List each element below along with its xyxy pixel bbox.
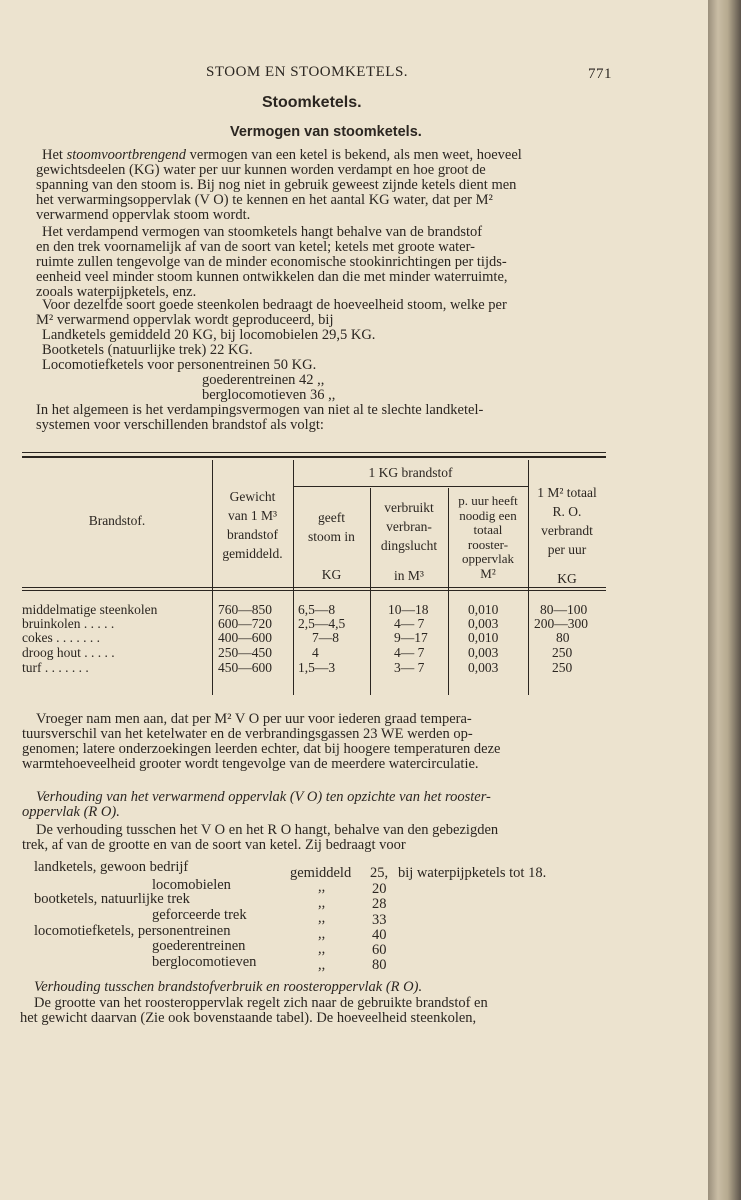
col-brandstof: Brandstof. xyxy=(88,513,146,528)
table-row-name: middelmatige steenkolen xyxy=(22,602,158,617)
head-text: M² xyxy=(480,565,496,581)
after-line: tuursverschil van het ketelwater en de verbrandingsgassen 23 WE werden op- xyxy=(22,726,473,742)
cell-totaal: 250 xyxy=(552,660,573,675)
head-text: 1 M² totaal xyxy=(537,485,597,500)
p3-line: Bootketels (natuurlijke trek) 22 KG. xyxy=(42,342,253,358)
ratio-label: bootketels, natuurlijke trek xyxy=(34,891,190,907)
col-totaal xyxy=(528,483,606,559)
ratio-label: berglocomotieven xyxy=(152,954,257,970)
cell-geeft: 6,5—8 xyxy=(298,602,336,617)
p1-line-2: gewichtsdeelen (KG) water per uur kunnen worden verdampt en hoe groot de xyxy=(36,162,486,178)
ratio-val: 80 xyxy=(372,957,387,973)
p4-line: systemen voor verschillenden brandstof als volgt: xyxy=(36,417,324,433)
table-row-name: turf . . . . . . . xyxy=(22,660,89,675)
cell-geeft: 2,5—4,5 xyxy=(298,616,346,631)
section2-title-line: Verhouding van het verwarmend oppervlak (V O) ten opzichte van het rooster- xyxy=(36,789,491,805)
p2-line: ruimte zullen tengevolge van de minder economische stookinrichtingen per tijds- xyxy=(36,254,507,270)
head-text: gemiddeld. xyxy=(222,546,283,561)
head-text: oppervlak xyxy=(462,551,514,566)
section2-line: De verhouding tusschen het V O en het R O hangt, behalve van den gebezigden xyxy=(36,822,499,838)
section3-line: De grootte van het roosteroppervlak regelt zich naar de gebruikte brandstof en xyxy=(34,995,488,1011)
head-text: rooster- xyxy=(467,536,509,552)
cell-totaal: 80—100 xyxy=(540,602,588,617)
p2-line: zooals waterpijpketels, enz. xyxy=(36,284,197,300)
head-text: geeft xyxy=(318,510,345,525)
table-row-name: bruinkolen . . . . . xyxy=(22,616,115,631)
cell-geeft: 4 xyxy=(312,645,319,660)
col-gewicht xyxy=(212,487,293,563)
ratio-label: goederentreinen xyxy=(152,938,246,954)
cell-gewicht: 250—450 xyxy=(218,645,272,660)
head-text: verbran- xyxy=(386,519,432,534)
group-header: 1 KG brandstof xyxy=(368,465,453,480)
p3-line: berglocomotieven 36 ,, xyxy=(202,387,336,403)
running-title: STOOM EN STOOMKETELS. xyxy=(206,64,409,80)
after-line: Vroeger nam men aan, dat per M² V O per uur voor iederen graad tempera- xyxy=(36,711,472,727)
cell-totaal: 80 xyxy=(556,630,570,645)
table-rule-head xyxy=(22,587,606,588)
head-text: brandstof xyxy=(227,527,278,542)
p1-italic-term: stoomvoortbrengend xyxy=(66,147,187,163)
paragraph-4 xyxy=(36,403,483,433)
cell-verbruikt: 4— 7 xyxy=(394,645,425,660)
sub-heading: Vermogen van stoomketels. xyxy=(230,124,422,140)
col-totaal-unit: KG xyxy=(557,571,577,586)
ratio-mid: ,, xyxy=(318,910,326,926)
section3-title: Verhouding tusschen brandstofverbruik en roosteroppervlak (R O). xyxy=(34,979,423,995)
section2-text xyxy=(22,823,498,853)
p3-line: Voor dezelfde soort goede steenkolen bedraagt de hoeveelheid stoom, welke per xyxy=(42,297,507,313)
p3-line: M² verwarmend oppervlak wordt geproduceerd, bij xyxy=(36,312,334,328)
paragraph-3 xyxy=(36,298,507,403)
after-line: genomen; latere onderzoekingen leerden echter, dat bij hoogere temperaturen deze xyxy=(22,741,501,757)
ratio-mid: ,, xyxy=(318,879,326,895)
paragraph-2 xyxy=(36,225,508,300)
section2-line: trek, af van de grootte en van de soort van ketel. Zij bedraagt voor xyxy=(22,837,406,853)
section3-text xyxy=(20,996,488,1026)
ratio-mid: ,, xyxy=(318,941,326,957)
head-text: stoom in xyxy=(308,529,355,544)
p4-line: In het algemeen is het verdampingsvermogen van niet al te slechte landketel- xyxy=(36,402,484,418)
section2-title-line: oppervlak (R O). xyxy=(22,804,120,820)
ratio-extra: bij waterpijpketels tot 18. xyxy=(398,865,547,881)
cell-verbruikt: 4— 7 xyxy=(394,616,425,631)
head-text: Gewicht xyxy=(229,489,276,504)
ratio-label: landketels, gewoon bedrijf xyxy=(34,859,189,875)
p3-line: Locomotiefketels voor personentreinen 50 KG. xyxy=(42,357,317,373)
head-text: noodig een xyxy=(459,507,517,523)
head-text: R. O. xyxy=(552,504,582,519)
p2-line: eenheid veel minder stoom kunnen ontwikkelen dan die met minder waterruimte, xyxy=(36,269,508,285)
cell-gewicht: 760—850 xyxy=(218,602,272,617)
ratio-mid: ,, xyxy=(318,926,326,942)
cell-opp: 0,003 xyxy=(468,660,499,675)
page-number: 771 xyxy=(588,66,612,82)
p3-line: Landketels gemiddeld 20 KG, bij locomobielen 29,5 KG. xyxy=(42,327,376,343)
ratio-val: 33 xyxy=(372,912,387,928)
ratio-mid: gemiddeld xyxy=(290,865,352,881)
p1-line-1a: Het xyxy=(42,147,67,163)
book-edge xyxy=(708,0,741,1200)
head-text: verbrandt xyxy=(541,523,593,538)
head-text: per uur xyxy=(547,542,587,557)
ratio-val: 28 xyxy=(372,896,387,912)
head-text: totaal xyxy=(473,522,503,537)
col-geeft-unit: KG xyxy=(321,567,342,582)
col-geeft xyxy=(293,508,370,546)
table-row-name: droog hout . . . . . xyxy=(22,645,115,660)
section3-line: het gewicht daarvan (Zie ook bovenstaande tabel). De hoeveelheid steenkolen, xyxy=(20,1010,477,1026)
table-rule-top-bold xyxy=(22,456,606,458)
ratio-val: 25, xyxy=(370,865,389,881)
ratio-mid: ,, xyxy=(318,957,326,973)
ratio-val: 60 xyxy=(372,942,387,958)
head-text: p. uur heeft xyxy=(458,493,518,508)
p1-line-3: spanning van den stoom is. Bij nog niet in gebruik geweest zijnde ketels dient men xyxy=(36,177,517,193)
cell-gewicht: 450—600 xyxy=(218,660,272,675)
col-purheeft xyxy=(448,494,528,581)
ratio-val: 20 xyxy=(372,881,387,897)
ratio-mid: ,, xyxy=(318,895,326,911)
main-heading: Stoomketels. xyxy=(262,94,362,111)
ratio-label: locomotiefketels, personentreinen xyxy=(34,923,231,939)
cell-geeft: 7—8 xyxy=(312,630,339,645)
cell-opp: 0,003 xyxy=(468,645,499,660)
ratio-label: geforceerde trek xyxy=(152,907,247,923)
p2-line: Het verdampend vermogen van stoomketels hangt behalve van de brandstof xyxy=(42,224,483,240)
cell-opp: 0,010 xyxy=(468,602,499,617)
paragraph-1 xyxy=(36,148,612,223)
section2-title xyxy=(22,790,491,820)
table-rule-group xyxy=(293,486,528,487)
ratio-label: locomobielen xyxy=(152,877,231,893)
cell-gewicht: 400—600 xyxy=(218,630,272,645)
col-verbruikt-unit: in M³ xyxy=(394,568,424,583)
cell-opp: 0,010 xyxy=(468,630,499,645)
head-text: van 1 M³ xyxy=(227,508,278,523)
table-row-name: cokes . . . . . . . xyxy=(22,630,100,645)
p2-line: en den trek voornamelijk af van de soort van ketel; ketels met groote water- xyxy=(36,239,475,255)
cell-geeft: 1,5—3 xyxy=(298,660,336,675)
head-text: dingslucht xyxy=(380,538,438,553)
p1-line-5: verwarmend oppervlak stoom wordt. xyxy=(36,207,251,223)
paragraph-after-table xyxy=(22,712,501,772)
col-verbruikt xyxy=(370,498,448,555)
head-text: verbruikt xyxy=(384,500,434,515)
cell-verbruikt: 3— 7 xyxy=(394,660,425,675)
table-rule-top xyxy=(22,452,606,453)
p3-line: goederentreinen 42 ,, xyxy=(202,372,325,388)
after-line: warmtehoeveelheid grooter wordt tengevolge van de meerdere watercirculatie. xyxy=(22,756,479,772)
cell-verbruikt: 9—17 xyxy=(394,630,428,645)
cell-opp: 0,003 xyxy=(468,616,499,631)
cell-verbruikt: 10—18 xyxy=(388,602,429,617)
p1-line-4: het verwarmingsoppervlak (V O) te kennen en het aantal KG water, dat per M² xyxy=(36,192,493,208)
cell-gewicht: 600—720 xyxy=(218,616,272,631)
ratio-val: 40 xyxy=(372,927,387,943)
cell-totaal: 250 xyxy=(552,645,573,660)
cell-totaal: 200—300 xyxy=(534,616,588,631)
p1-line-1b: vermogen van een ketel is bekend, als men weet, hoeveel xyxy=(186,147,522,163)
table-rule-head2 xyxy=(22,590,606,591)
